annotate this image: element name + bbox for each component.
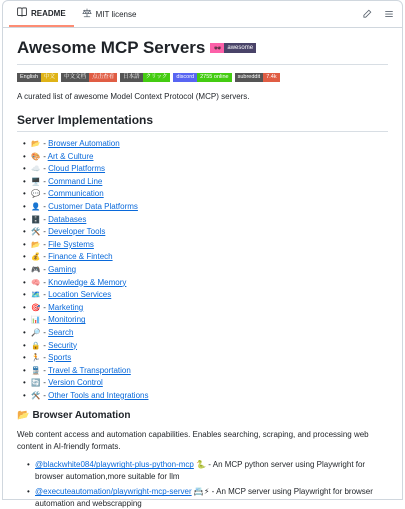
category-icon: 📊: [31, 315, 41, 325]
list-item: • 💰 - Finance & Fintech: [31, 251, 388, 264]
outline-list-icon[interactable]: [384, 6, 394, 24]
badge-english[interactable]: English 中文: [17, 73, 58, 82]
category-link[interactable]: Communication: [48, 189, 104, 199]
sunglasses-icon: 🕶: [210, 43, 224, 53]
category-link[interactable]: Customer Data Platforms: [48, 201, 138, 211]
category-icon: 🛠️: [31, 227, 41, 237]
category-list: [17, 138, 388, 402]
category-link[interactable]: Command Line: [48, 176, 103, 186]
category-link[interactable]: File Systems: [48, 239, 94, 249]
browser-section-description: Web content access and automation capabilities. Enables searching, scraping, and processing web content in AI-friendly formats.: [17, 430, 369, 452]
category-icon: 🧠: [31, 277, 41, 287]
browser-section-heading: [17, 410, 388, 421]
badge-subreddit[interactable]: subreddit 7.4k: [235, 73, 280, 82]
server-description: - An MCP server using Playwright for browser automation and webscrapping: [35, 487, 373, 508]
pencil-icon[interactable]: [362, 6, 372, 24]
list-item: • 🖥️ - Command Line: [31, 176, 388, 189]
list-item: • 🗺️ - Location Services: [31, 289, 388, 302]
list-item: • 📊 - Monitoring: [31, 314, 388, 327]
list-item: • 🏃 - Sports: [31, 352, 388, 365]
category-link[interactable]: Security: [48, 340, 78, 350]
tab-readme-label: README: [31, 8, 66, 18]
category-icon: 💰: [31, 252, 41, 262]
list-item: • 🎯 - Marketing: [31, 302, 388, 315]
list-item: • 🚆 - Travel & Transportation: [31, 365, 388, 378]
category-icon: ☁️: [31, 164, 41, 174]
list-item: • 🛠️ - Developer Tools: [31, 226, 388, 239]
python-icon: 🐍: [196, 460, 207, 470]
category-icon: 🗺️: [31, 290, 41, 300]
category-link[interactable]: Developer Tools: [48, 227, 106, 237]
badge-discord[interactable]: discord 2755 online: [173, 73, 231, 82]
badge-row: [17, 73, 388, 82]
section-title: Server Implementations: [17, 113, 388, 132]
category-link[interactable]: Location Services: [48, 290, 112, 300]
list-item: • 💬 - Communication: [31, 188, 388, 201]
list-item: • ☁️ - Cloud Platforms: [31, 163, 388, 176]
awesome-badge[interactable]: [210, 43, 256, 53]
category-icon: 🚆: [31, 365, 41, 375]
server-list: [17, 459, 388, 509]
category-link[interactable]: Monitoring: [48, 315, 86, 325]
list-item: • 🗄️ - Databases: [31, 214, 388, 227]
tab-license-label: MIT license: [95, 9, 137, 19]
list-item: • 👤 - Customer Data Platforms: [31, 201, 388, 214]
category-icon: 🛠️: [31, 390, 41, 400]
readme-panel: [2, 0, 403, 508]
page-title-text: Awesome MCP Servers: [17, 38, 206, 57]
category-link[interactable]: Knowledge & Memory: [48, 277, 127, 287]
category-icon: 🔄: [31, 378, 41, 388]
category-icon: 🔒: [31, 340, 41, 350]
readme-actions: [362, 1, 394, 28]
list-item: [35, 486, 388, 509]
category-link[interactable]: Finance & Fintech: [48, 252, 113, 262]
list-item: • 🛠️ - Other Tools and Integrations: [31, 390, 388, 403]
browser-section-title: Browser Automation: [32, 410, 131, 422]
awesome-badge-label: awesome: [224, 43, 256, 53]
category-link[interactable]: Search: [48, 327, 74, 337]
category-icon: 💬: [31, 189, 41, 199]
list-item: • 🎨 - Art & Culture: [31, 151, 388, 164]
list-item: • 📂 - Browser Automation: [31, 138, 388, 151]
category-icon: 📂: [31, 239, 41, 249]
list-item: • 🔒 - Security: [31, 340, 388, 353]
category-link[interactable]: Sports: [48, 353, 72, 363]
badge-chinese[interactable]: 中文文档 点击查看: [61, 73, 117, 82]
category-icon: 🎮: [31, 264, 41, 274]
list-item: • 📂 - File Systems: [31, 239, 388, 252]
category-link[interactable]: Marketing: [48, 302, 84, 312]
server-link[interactable]: @blackwhite084/playwright-plus-python-mcp: [35, 460, 194, 470]
category-link[interactable]: Gaming: [48, 264, 77, 274]
category-icon: 🗄️: [31, 214, 41, 224]
intro-text: A curated list of awesome Model Context Protocol (MCP) servers.: [17, 92, 250, 101]
tab-readme[interactable]: [9, 1, 74, 27]
category-icon: 👤: [31, 201, 41, 211]
typescript-icon: 📇⚡: [193, 487, 210, 497]
category-link[interactable]: Databases: [48, 214, 87, 224]
server-link[interactable]: @executeautomation/playwright-mcp-server: [35, 487, 192, 497]
category-icon: 📂: [31, 139, 41, 148]
category-link[interactable]: Art & Culture: [47, 151, 94, 161]
category-link[interactable]: Version Control: [48, 378, 103, 388]
readme-tabbar: [3, 1, 402, 28]
server-description: - An MCP python server using Playwright for browser automation,more suitable for llm: [35, 460, 366, 481]
scale-icon: [82, 8, 92, 20]
category-icon: 🖥️: [31, 176, 41, 186]
list-item: [35, 459, 388, 482]
category-link[interactable]: Browser Automation: [48, 139, 120, 148]
badge-japanese[interactable]: 日本語 クリック: [120, 73, 170, 82]
list-item: • 🧠 - Knowledge & Memory: [31, 277, 388, 290]
category-icon: 🎯: [31, 302, 41, 312]
page-title: [17, 38, 388, 65]
category-icon: 🏃: [31, 353, 41, 363]
list-item: • 🔄 - Version Control: [31, 377, 388, 390]
list-item: • 🎮 - Gaming: [31, 264, 388, 277]
category-link[interactable]: Other Tools and Integrations: [48, 390, 149, 400]
book-icon: [17, 7, 27, 19]
category-link[interactable]: Travel & Transportation: [47, 365, 131, 375]
category-icon: 🔎: [31, 327, 41, 337]
category-link[interactable]: Cloud Platforms: [48, 164, 106, 174]
list-item: • 🔎 - Search: [31, 327, 388, 340]
tab-license[interactable]: [74, 1, 145, 27]
readme-content: [3, 28, 402, 509]
folder-icon: 📂: [17, 410, 30, 422]
category-icon: 🎨: [31, 151, 41, 161]
